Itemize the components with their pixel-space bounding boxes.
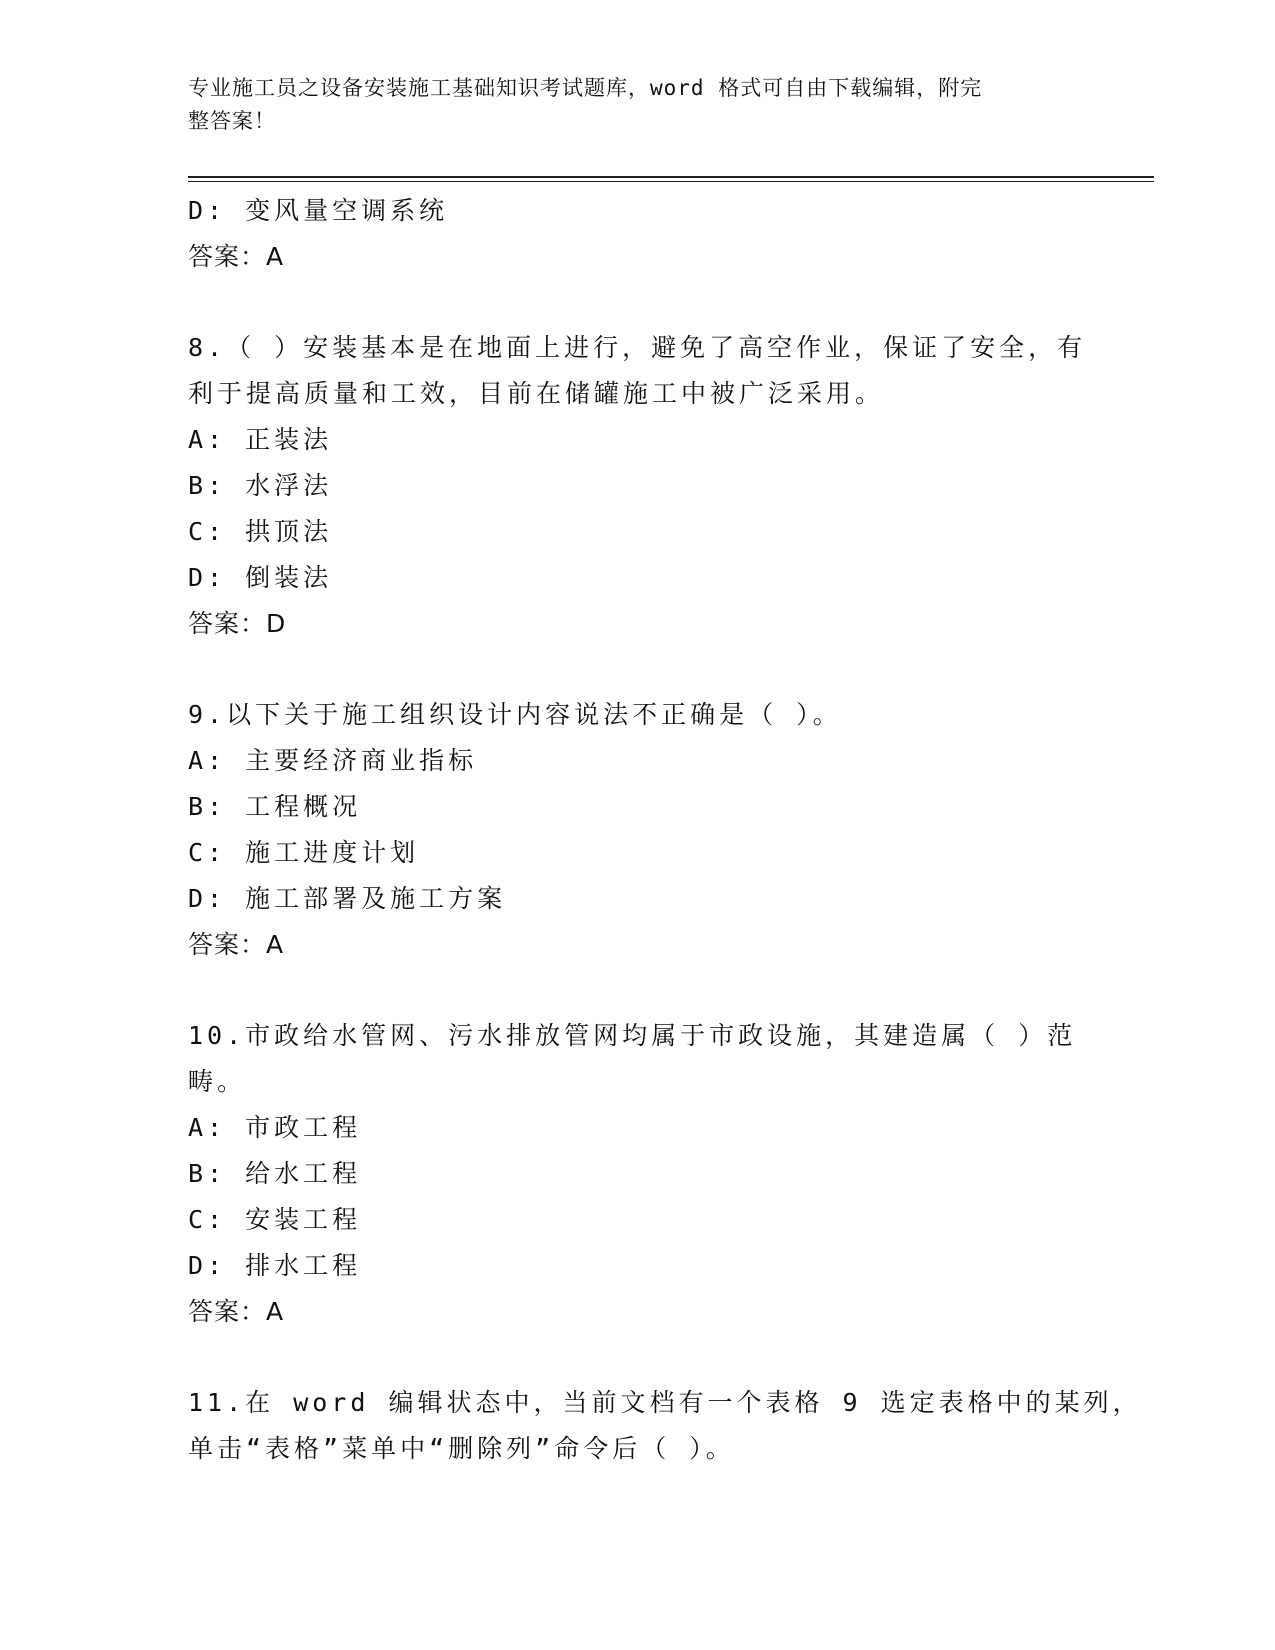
q9-answer: 答案：A (188, 930, 285, 959)
question-8 (188, 325, 1148, 647)
q10-option-a: A: 市政工程 (188, 1113, 362, 1142)
document-header (188, 72, 1068, 138)
q9-option-b: B: 工程概况 (188, 792, 362, 821)
header-rule-thick (188, 176, 1154, 178)
q10-option-b: B: 给水工程 (188, 1159, 362, 1188)
question-7-tail (188, 188, 1148, 280)
q8-option-c: C: 拱顶法 (188, 517, 333, 546)
header-rule-thin (188, 181, 1154, 182)
q8-answer: 答案：D (188, 609, 287, 638)
spacer (188, 968, 1148, 1013)
q8-text-line-1: 8.（ ）安装基本是在地面上进行，避免了高空作业，保证了安全，有 (188, 333, 1087, 362)
q11-text-line-2: 单击“表格”菜单中“删除列”命令后（ ）。 (188, 1434, 735, 1463)
question-10 (188, 1013, 1148, 1335)
q9-option-c: C: 施工进度计划 (188, 838, 420, 867)
q8-option-a: A: 正装法 (188, 425, 333, 454)
question-9 (188, 692, 1148, 968)
q7-answer: 答案：A (188, 242, 285, 271)
question-content (188, 188, 1148, 1472)
q9-option-a: A: 主要经济商业指标 (188, 746, 478, 775)
q7-option-d: D: 变风量空调系统 (188, 196, 449, 225)
q10-text-line-1: 10.市政给水管网、污水排放管网均属于市政设施，其建造属（ ）范 (188, 1021, 1077, 1050)
q10-option-c: C: 安装工程 (188, 1205, 362, 1234)
q8-option-b: B: 水浮法 (188, 471, 333, 500)
q10-option-d: D: 排水工程 (188, 1251, 362, 1280)
q10-text-line-2: 畴。 (188, 1067, 247, 1096)
spacer (188, 1335, 1148, 1380)
spacer (188, 647, 1148, 692)
q8-option-d: D: 倒装法 (188, 563, 333, 592)
question-11 (188, 1380, 1148, 1472)
spacer (188, 280, 1148, 325)
q9-option-d: D: 施工部署及施工方案 (188, 884, 507, 913)
header-line-1: 专业施工员之设备安装施工基础知识考试题库，word 格式可自由下载编辑，附完 (188, 76, 983, 100)
header-line-2: 整答案！ (188, 109, 276, 133)
q10-answer: 答案：A (188, 1297, 285, 1326)
q11-text-line-1: 11.在 word 编辑状态中，当前文档有一个表格 9 选定表格中的某列， (188, 1388, 1142, 1417)
q9-text-line-1: 9.以下关于施工组织设计内容说法不正确是（ ）。 (188, 700, 842, 729)
q8-text-line-2: 利于提高质量和工效，目前在储罐施工中被广泛采用。 (188, 379, 885, 408)
